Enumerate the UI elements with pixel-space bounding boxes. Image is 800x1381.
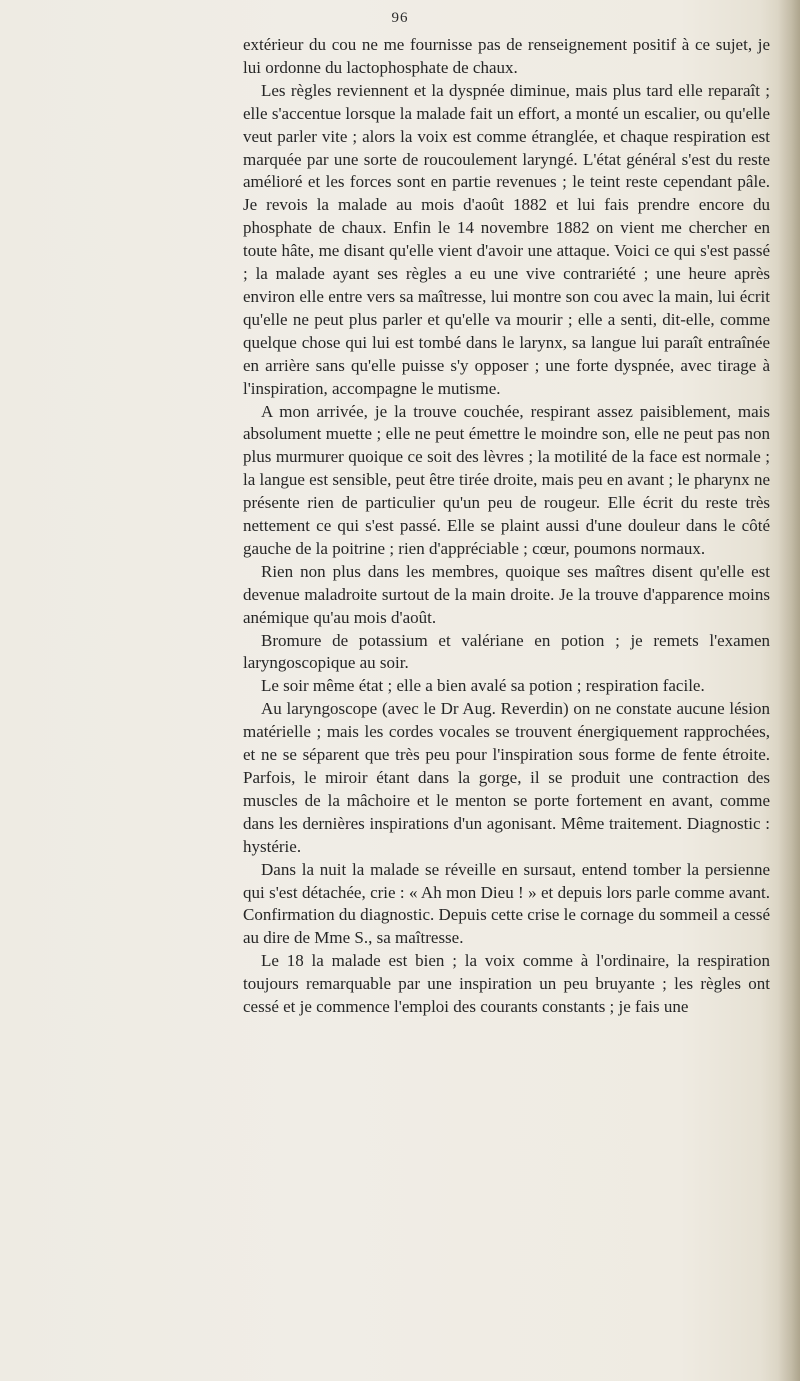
- paragraph: Au laryngoscope (avec le Dr Aug. Reverdin) on ne constate aucune lésion matérielle ; mais les cordes vocales se trouvent énergiquement rapprochées, et ne se séparent que très peu pour l'inspiration sous forme de fente étroite. Parfois, le miroir étant dans la gorge, il se produit une contraction des muscles de la mâchoire et le menton se porte fortement en avant, comme dans les dernières inspirations d'un agonisant. Même traitement. Diagnostic : hystérie.: [243, 699, 770, 856]
- paragraph: A mon arrivée, je la trouve couchée, respirant assez paisiblement, mais absolument muette ; elle ne peut émettre le moindre son, elle ne peut pas non plus murmurer quoique ce soit des lèvres ; la motilité de la face est normale ; la langue est sensible, peut être tirée droite, mais peu en avant ; le pharynx ne présente rien de particulier qu'un peu de rougeur. Elle écrit du reste très nettement ce qui s'est passé. Elle se plaint aussi d'une douleur dans le côté gauche de la poitrine ; rien d'appréciable ; cœur, poumons normaux.: [243, 401, 770, 558]
- paragraph: Le soir même état ; elle a bien avalé sa potion ; respiration facile.: [261, 676, 705, 696]
- page-number: 96: [391, 10, 409, 26]
- paragraph: extérieur du cou ne me fournisse pas de renseignement positif à ce sujet, je lui ordonne du lactophosphate de chaux.: [243, 35, 770, 77]
- paragraph: Bromure de potassium et valériane en potion ; je remets l'examen laryngoscopique au soir.: [243, 630, 770, 673]
- paragraph: Rien non plus dans les membres, quoique ses maîtres disent qu'elle est devenue maladroite surtout de la main droite. Je la trouve d'apparence moins anémique qu'au mois d'août.: [243, 561, 770, 627]
- page-edge-shadow: [778, 0, 800, 1381]
- paragraph: Le 18 la malade est bien ; la voix comme à l'ordinaire, la respiration toujours remarquable par une inspiration un peu bruyante ; les règles ont cessé et je commence l'emploi des courants constants ; je fais une: [243, 951, 770, 1017]
- body-text: [243, 34, 770, 1019]
- paragraph: Les règles reviennent et la dyspnée diminue, mais plus tard elle reparaît ; elle s'accentue lorsque la malade fait un effort, a monté un escalier, ou qu'elle veut parler vite ; alors la voix est comme étranglée, et chaque respiration est marquée par une sorte de roucoulement laryngé. L'état général s'est du reste amélioré et les forces sont en partie revenues ; le teint reste cependant pâle. Je revois la malade au mois d'août 1882 et lui fais prendre encore du phosphate de chaux. Enfin le 14 novembre 1882 on vient me chercher en toute hâte, me disant qu'elle vient d'avoir une attaque. Voici ce qui s'est passé ; la malade ayant ses règles a eu une vive contrariété ; une heure après environ elle entre vers sa maîtresse, lui montre son cou avec la main, lui écrit qu'elle ne peut plus parler et qu'elle va mourir ; elle a senti, dit-elle, comme quelque chose qui lui est tombé dans le larynx, sa langue lui paraît entraînée en arrière sans qu'elle puisse s'y opposer ; une forte dyspnée, avec tirage à l'inspiration, accompagne le mutisme.: [243, 80, 770, 398]
- paragraph: Dans la nuit la malade se réveille en sursaut, entend tomber la persienne qui s'est détachée, crie : « Ah mon Dieu ! » et depuis lors parle comme avant. Confirmation du diagnostic. Depuis cette crise le cornage du sommeil a cessé au dire de Mme S., sa maîtresse.: [243, 859, 770, 948]
